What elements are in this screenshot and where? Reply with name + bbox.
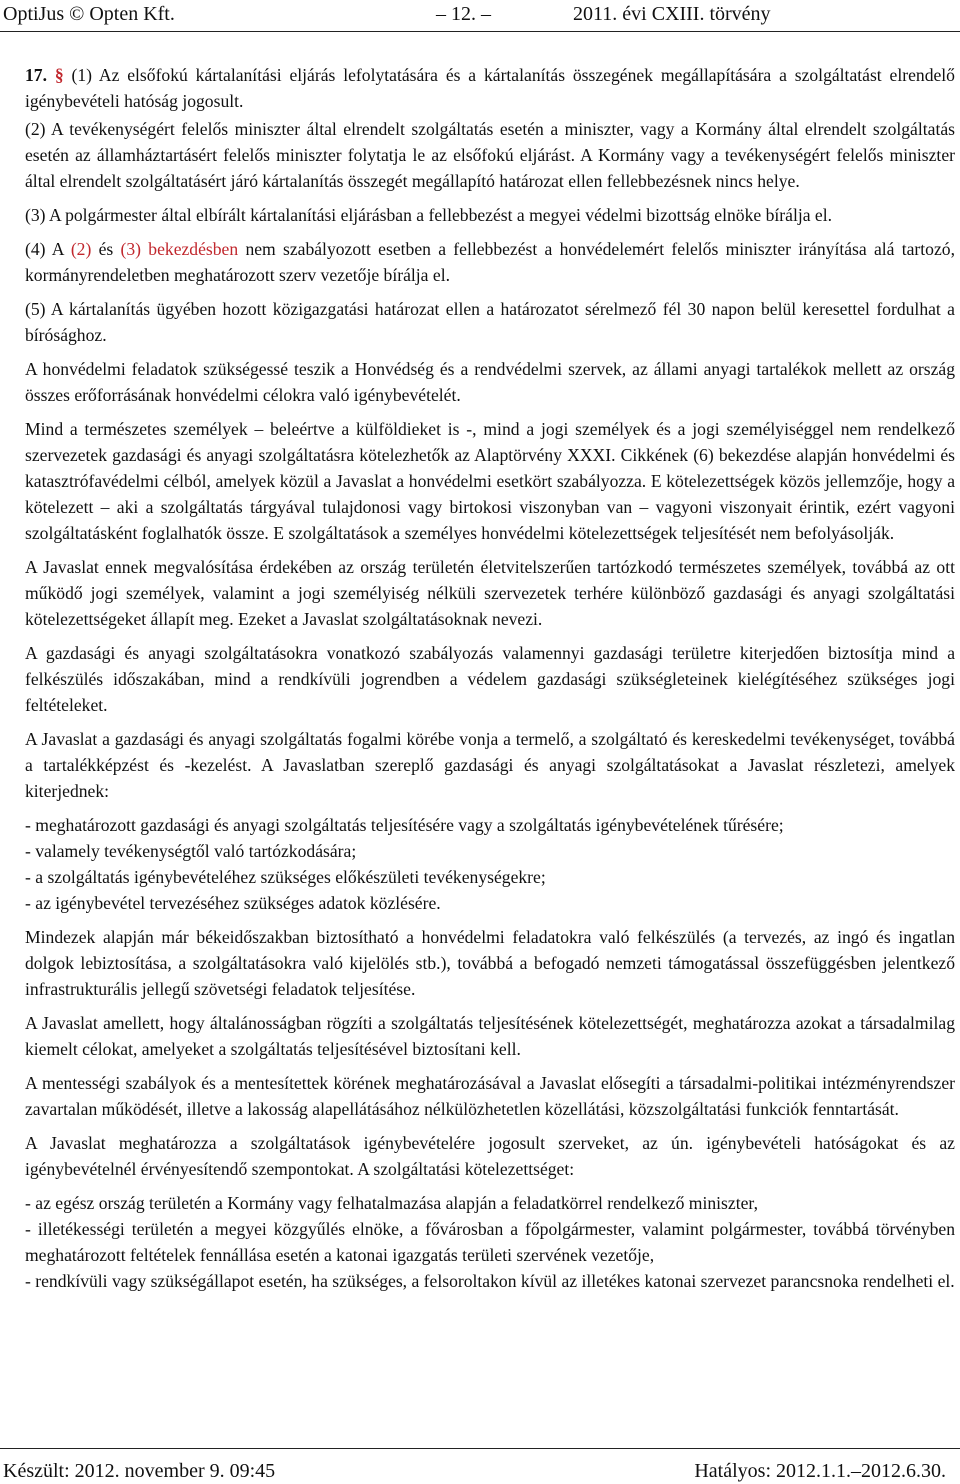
section-17-paragraph-1: [25, 62, 955, 114]
justification-paragraph-3: A Javaslat ennek megvalósítása érdekében az ország területén életvitelszerűen tartózkodó természetes személyek, továbbá az ott működő jogi személyek, valamint a jogi személyiség nélküli szervezetek terhére különböző gazdasági és anyagi szolgáltatási kötelezettségeket állapít meg. Ezeket a Javaslat szolgáltatásoknak nevezi.: [25, 557, 955, 629]
list-item: - az egész ország területén a Kormány vagy felhatalmazása alapján a feladatkörrel rendelkező miniszter,: [25, 1193, 758, 1213]
reference-link-2[interactable]: (2): [70, 239, 92, 259]
law-title: 2011. évi CXIII. törvény: [573, 3, 771, 25]
page-footer: [0, 1456, 960, 1482]
list-item: - az igénybevétel tervezéséhez szükséges adatok közlésére.: [25, 893, 441, 913]
section-17-paragraph-3: (3) A polgármester által elbírált kártalanítási eljárásban a fellebbezést a megyei védelmi bizottság elnöke bírálja el.: [25, 205, 833, 225]
created-timestamp: Készült: 2012. november 9. 09:45: [3, 1460, 276, 1482]
document-body: [25, 62, 955, 1302]
section-17-text-1: (1) Az elsőfokú kártalanítási eljárás lefolytatására és a kártalanítás összegének megállapítására a szolgáltatást elrendelő igénybevételi hatóság jogosult.: [25, 65, 955, 111]
section-17-paragraph-2: (2) A tevékenységért felelős miniszter által elrendelt szolgáltatás esetén a miniszter, vagy a Kormány által elrendelt szolgáltatás esetén az államháztartásért felelős miniszter folytatja le az elsőfokú eljárást. A Kormány vagy a tevékenységért felelős miniszter által elrendelt szolgáltatásért járó kártalanítás összegét megállapító határozat ellen fellebbezésnek nincs helye.: [25, 119, 955, 191]
list-item: - illetékességi területén a megyei közgyűlés elnöke, a fővárosban a főpolgármester, valamint polgármester, továbbá törvényben meghatározott feltételek fennállása esetén a katonai igazgatás területi szervének vezetője,: [25, 1219, 955, 1265]
section-17-paragraph-4: [25, 236, 955, 288]
section-17-paragraph-5: (5) A kártalanítás ügyében hozott közigazgatási határozat ellen a határozatot sérelmező fél 30 napon belül keresettel fordulhat a bírósághoz.: [25, 299, 955, 345]
justification-paragraph-5: A Javaslat a gazdasági és anyagi szolgáltatás fogalmi körébe vonja a termelő, a szolgáltató és kereskedelmi tevékenységet, továbbá a tartalékképzést és -kezelést. A Javaslatban szereplő gazdasági és anyagi szolgáltatásokat a Javaslat részletezi, amelyek kiterjednek:: [25, 729, 955, 801]
justification-paragraph-4: A gazdasági és anyagi szolgáltatásokra vonatkozó szabályozás valamennyi gazdasági területre kiterjedően biztosítja mind a felkészülés időszakában, mind a rendkívüli jogrendben a védelem gazdasági szükségleteinek kielégítéséhez szükséges jogi feltételeket.: [25, 643, 955, 715]
justification-paragraph-2: Mind a természetes személyek – beleértve a külföldieket is -, mind a jogi személyek és a jogi személyiséggel nem rendelkező szervezetek gazdasági és anyagi szolgáltatásra kötelezhetők az Alaptörvény XXXI. Cikkének (6) bekezdése alapján honvédelmi és katasztrófavédelmi célból, amelyek közül a Javaslat a honvédelmi esetkört szabályozza. E kötelezettségek közös jellemzője, hogy a kötelezett – aki a szolgáltatás tárgyával tulajdonosi vagy birtokosi viszonyban van – vagyoni viszonyait érintik, ezért vagyoni szolgáltatásként foglalhatók össze. E szolgáltatások a személyes honvédelmi kötelezettségek teljesítését nem befolyásolják.: [25, 419, 955, 543]
paragraph-4-conjunction: és: [98, 239, 114, 259]
effective-period: Hatályos: 2012.1.1.–2012.6.30.: [694, 1460, 946, 1482]
header-divider: [0, 31, 960, 32]
justification-paragraph-1: A honvédelmi feladatok szükségessé teszik a Honvédség és a rendvédelmi szervek, az állami anyagi tartalékok mellett az ország összes erőforrásának honvédelmi célokra való igénybevételét.: [25, 359, 955, 405]
list-item: - meghatározott gazdasági és anyagi szolgáltatás teljesítésére vagy a szolgáltatás igénybevételének tűrésére;: [25, 815, 784, 835]
justification-paragraph-9: A Javaslat meghatározza a szolgáltatások igénybevételére jogosult szerveket, az ún. igénybevételi hatóságokat és az igénybevételnél érvényesítendő szempontokat. A szolgáltatási kötelezettséget:: [25, 1133, 955, 1179]
justification-paragraph-8: A mentességi szabályok és a mentesítettek körének meghatározásával a Javaslat elősegíti a társadalmi-politikai intézményrendszer zavartalan működését, illetve a lakosság alapellátásához nélkülözhetetlen közellátási, közszolgáltatási funkciók fenntartását.: [25, 1073, 955, 1119]
publisher-label: OptiJus © Opten Kft.: [3, 3, 175, 25]
footer-divider: [0, 1448, 960, 1449]
justification-paragraph-7: A Javaslat amellett, hogy általánosságban rögzíti a szolgáltatás teljesítésének kötelezettségét, meghatározza azokat a társadalmilag kiemelt célokat, amelyeket a szolgáltatás teljesítésével biztosítani kell.: [25, 1013, 955, 1059]
page-number: – 12. –: [436, 3, 491, 25]
paragraph-4-text: nem szabályozott esetben a fellebbezést a honvédelemért felelős miniszter irányítása alá tartozó, kormányrendeletben meghatározott szerv vezetője bírálja el.: [25, 239, 955, 285]
list-item: - a szolgáltatás igénybevételéhez szükséges előkészületi tevékenységekre;: [25, 867, 546, 887]
paragraph-4-lead: (4) A: [25, 239, 64, 259]
section-sign-link[interactable]: §: [54, 65, 64, 85]
list-item: - valamely tevékenységtől való tartózkodására;: [25, 841, 357, 861]
justification-paragraph-6: Mindezek alapján már békeidőszakban biztosítható a honvédelmi feladatokra való felkészülés (a tervezés, az ingó és ingatlan dolgok lebiztosítása, a szolgáltatásokra való kijelölés stb.), továbbá a befogadó nemzeti támogatással összefüggésben jelentkező infrastrukturális jellegű szövetségi feladatok teljesítése.: [25, 927, 955, 999]
section-number: 17.: [25, 65, 47, 85]
list-item: - rendkívüli vagy szükségállapot esetén, ha szükséges, a felsoroltakon kívül az illetékes katonai szervezet parancsnoka rendelheti el.: [25, 1271, 955, 1291]
page-header: [0, 0, 960, 28]
reference-link-3[interactable]: (3) bekezdésben: [120, 239, 239, 259]
